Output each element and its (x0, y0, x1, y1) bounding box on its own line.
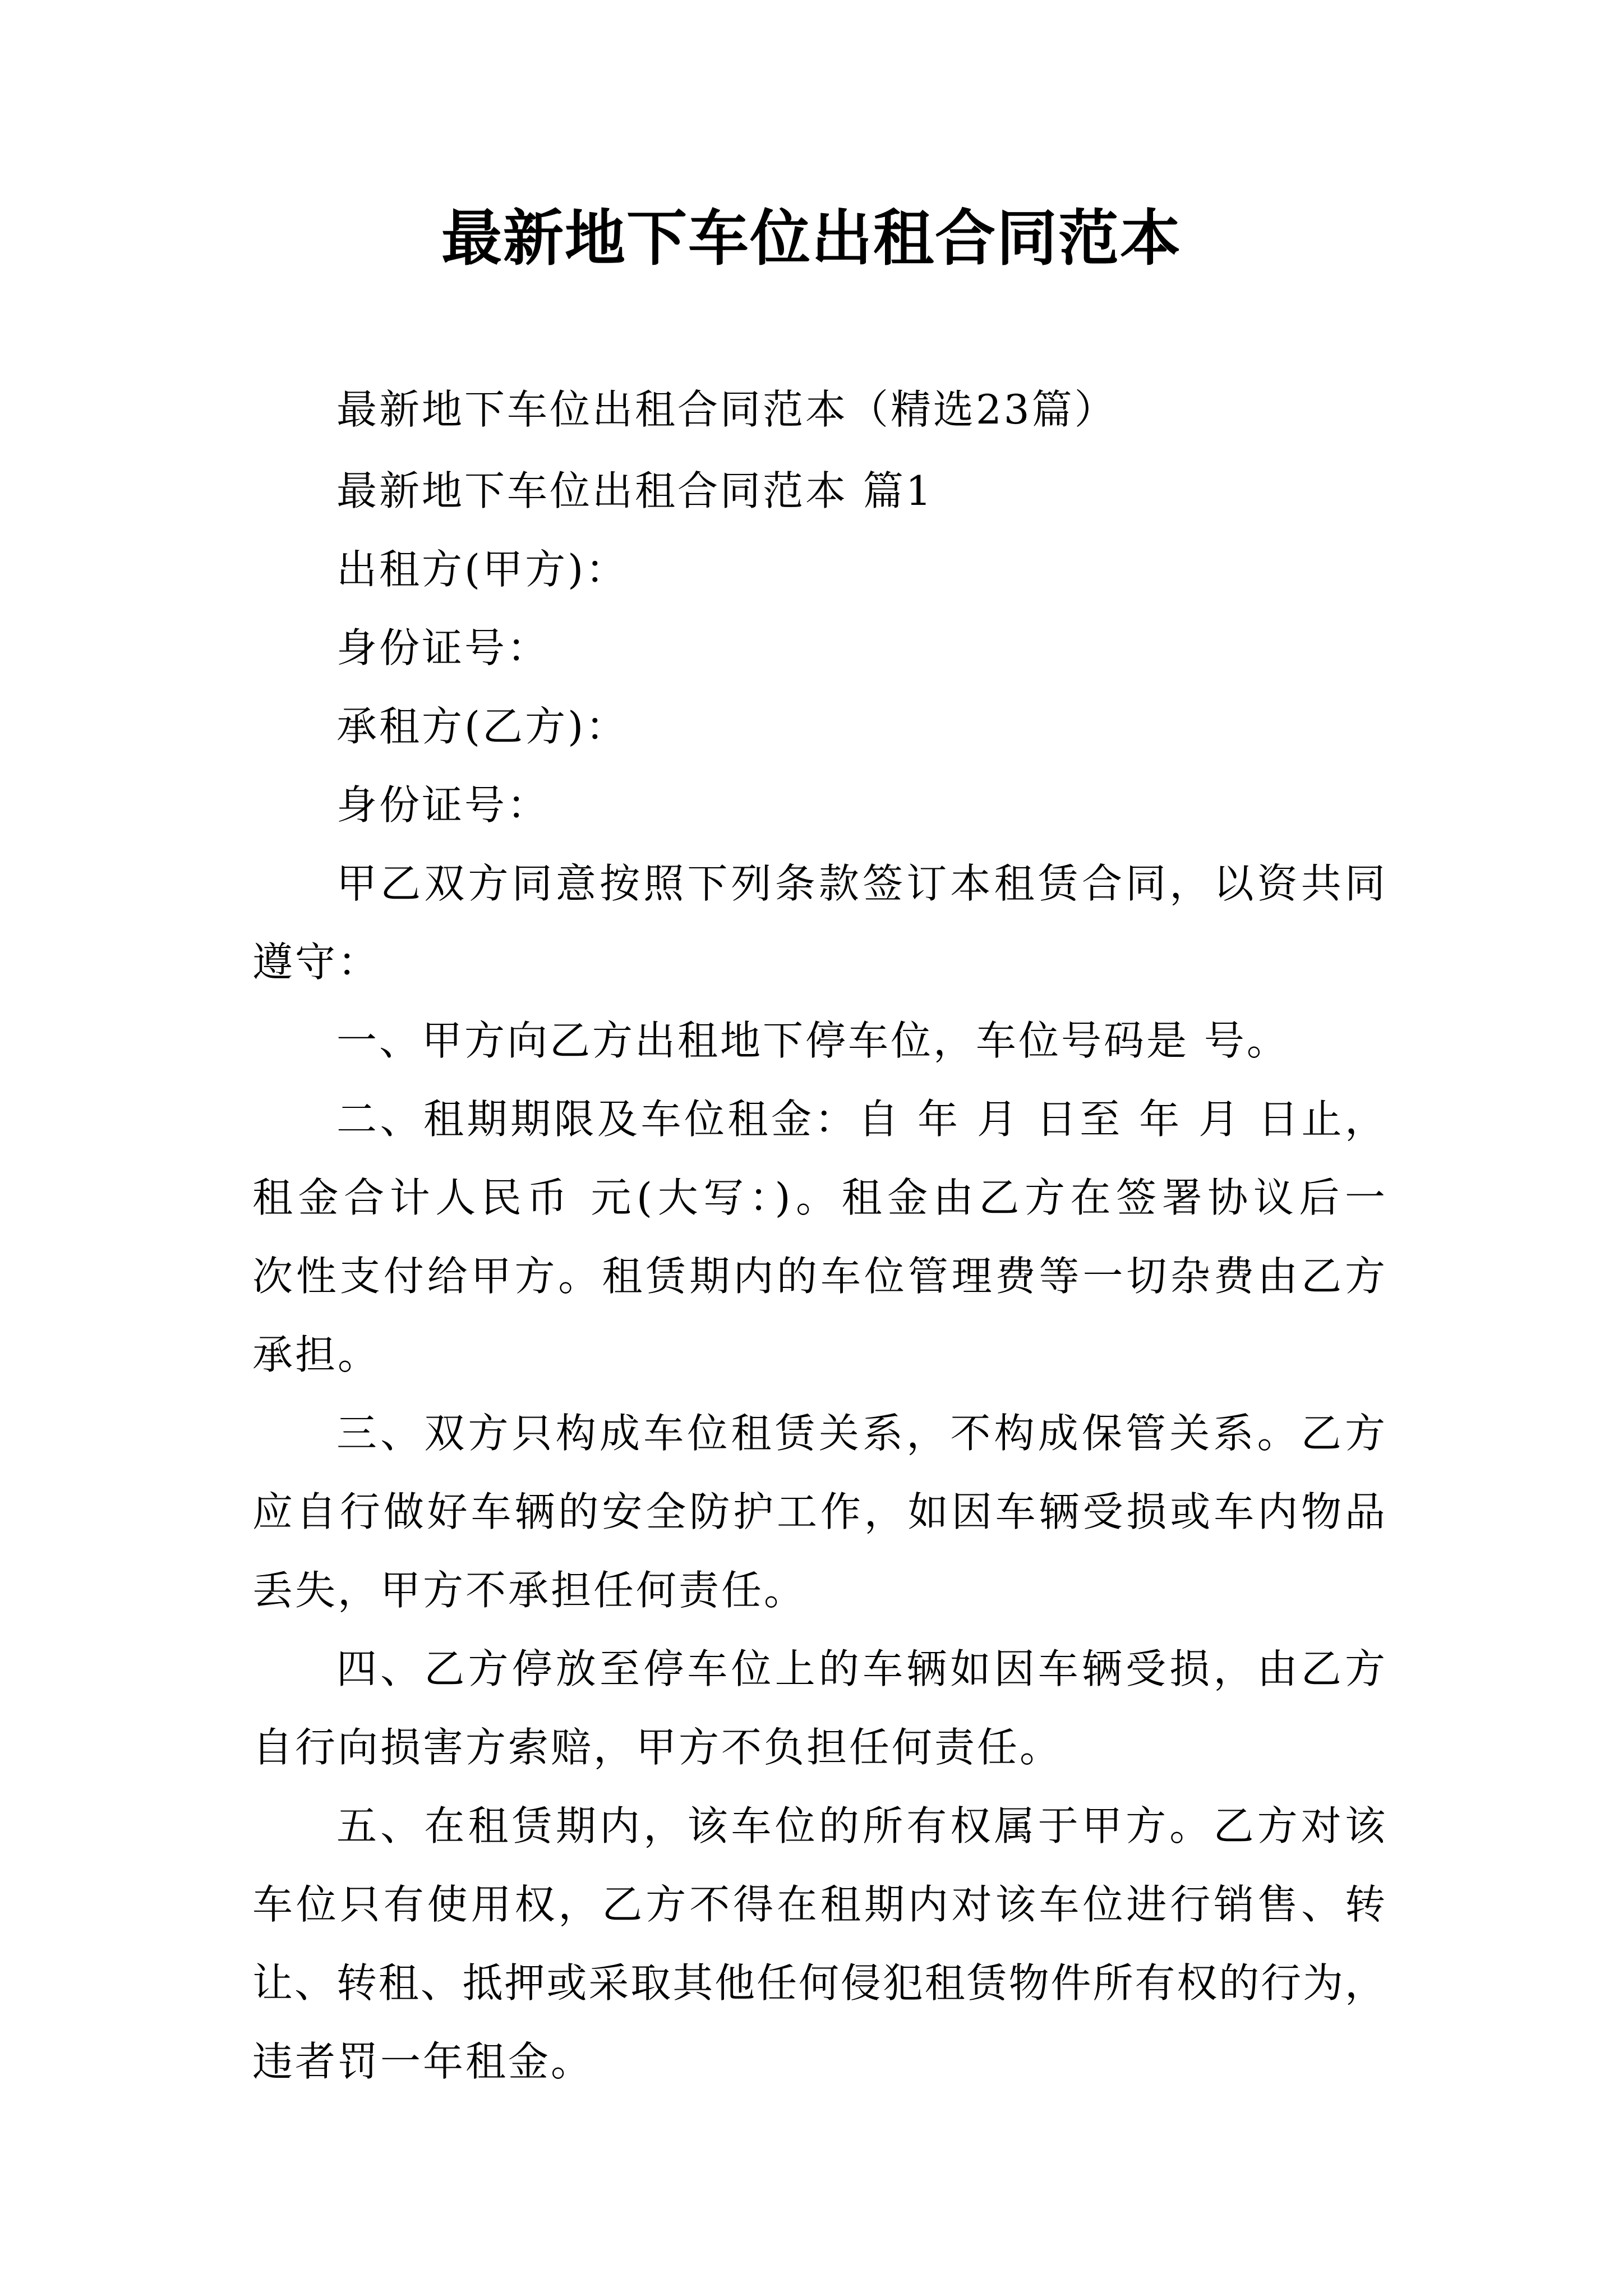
clause-5-line: 五、在租赁期内，该车位的所有权属于甲方。乙方对该 (336, 1802, 1385, 1849)
lessor-id-field: 身份证号： (336, 624, 550, 671)
subtitle-line: 最新地下车位出租合同范本（精选23篇） (336, 386, 1117, 433)
clause-2-line: 二、租期期限及车位租金：自 年 月 日至 年 月 日止， (336, 1096, 1385, 1143)
clause-4-line: 自行向损害方索赔，甲方不负担任何责任。 (252, 1724, 1063, 1771)
clause-1: 一、甲方向乙方出租地下停车位，车位号码是 号。 (336, 1017, 1289, 1064)
paragraph-line: 遵守： (252, 938, 381, 986)
lessee-id-field: 身份证号： (336, 781, 550, 829)
clause-2-line: 次性支付给甲方。租赁期内的车位管理费等一切杂费由乙方 (252, 1253, 1385, 1300)
clause-4-line: 四、乙方停放至停车位上的车辆如因车辆受损，由乙方 (336, 1645, 1385, 1692)
document-title: 最新地下车位出租合同范本 (441, 203, 1182, 274)
lessor-field: 出租方(甲方)： (336, 546, 629, 593)
clause-5-line: 让、转租、抵押或采取其他任何侵犯租赁物件所有权的行为， (252, 1959, 1385, 2007)
lessee-field: 承租方(乙方)： (336, 703, 629, 750)
paragraph-line: 甲乙双方同意按照下列条款签订本租赁合同，以资共同 (336, 860, 1385, 907)
clause-3-line: 应自行做好车辆的安全防护工作，如因车辆受损或车内物品 (252, 1488, 1385, 1535)
clause-2-line: 承担。 (252, 1331, 381, 1378)
clause-5-line: 车位只有使用权，乙方不得在租期内对该车位进行销售、转 (252, 1881, 1385, 1928)
clause-2-line: 租金合计人民币 元(大写：)。租金由乙方在签署协议后一 (252, 1174, 1385, 1221)
section-heading: 最新地下车位出租合同范本 篇1 (336, 467, 934, 514)
clause-3-line: 丢失，甲方不承担任何责任。 (252, 1567, 807, 1614)
clause-5-line: 违者罚一年租金。 (252, 2038, 594, 2085)
clause-3-line: 三、双方只构成车位租赁关系，不构成保管关系。乙方 (336, 1410, 1385, 1457)
